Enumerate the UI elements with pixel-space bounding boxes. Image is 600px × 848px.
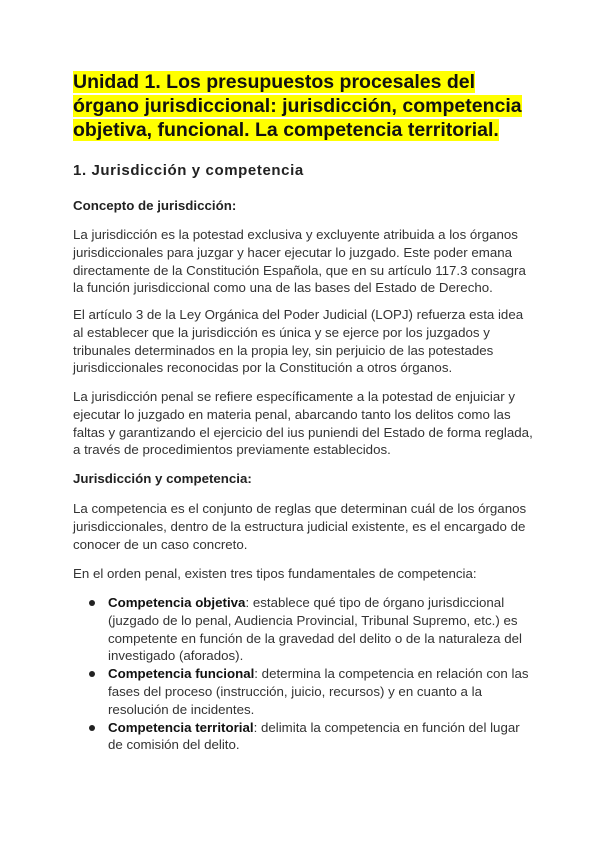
paragraph-2: El artículo 3 de la Ley Orgánica del Poder Judicial (LOPJ) refuerza esta idea al establecer que la jurisdicción es única y se ejerce por los juzgados y tribunales determinados en la propia ley, sin perjuicio de las potestades jurisdiccionales reconocidas por la Constitución a otros órganos. [73,307,524,376]
subheading-concepto: Concepto de jurisdicción: [73,198,237,213]
bullet-term: Competencia territorial [108,719,254,735]
document-page [73,70,533,753]
bullet-term: Competencia objetiva [108,595,246,610]
paragraph-4: La competencia es el conjunto de reglas que determinan cuál de los órganos jurisdiccionales, dentro de la estructura judicial existente, es el encargado de conocer de un caso concreto. [73,501,527,552]
bullet-text: : delimita la competencia en función del lugar de comisión del delito. [108,719,520,753]
section-heading: 1. Jurisdicción y competencia [73,162,304,179]
list-item [73,594,533,665]
paragraph-3: La jurisdicción penal se refiere específicamente a la potestad de enjuiciar y ejecutar lo juzgado en materia penal, abarcando tanto los delitos como las faltas y garantizando el ejercicio del ius puniendi del Estado de forma reglada, a través de procedimientos previamente establecidos. [73,389,533,458]
unit-title [73,70,533,142]
title-highlight: Unidad 1. Los presupuestos procesales del órgano jurisdiccional: jurisdicción, competencia objetiva, funcional. La competencia territorial. [73,71,522,141]
subheading-jurisdiccion-competencia: Jurisdicción y competencia: [73,471,252,486]
list-item [73,719,533,755]
list-item [73,665,533,718]
paragraph-5: En el orden penal, existen tres tipos fundamentales de competencia: [73,566,477,581]
paragraph-1: La jurisdicción es la potestad exclusiva y excluyente atribuida a los órganos jurisdiccionales para juzgar y hacer ejecutar lo juzgado. Este poder emana directamente de la Constitución Española, que en su artículo 117.3 consagra la función jurisdiccional como una de las bases del Estado de Derecho. [73,227,526,296]
bullet-text: : establece qué tipo de órgano jurisdiccional (juzgado de lo penal, Audiencia Provincial, Tribunal Supremo, etc.) es competente en función de la gravedad del delito o de la naturaleza del investigado (aforados). [108,595,522,664]
bullet-text: : determina la competencia en relación con las fases del proceso (instrucción, juicio, recursos) y en cuanto a la resolución de incidentes. [108,666,529,717]
competence-list [73,594,533,754]
bullet-term: Competencia funcional [108,666,255,682]
